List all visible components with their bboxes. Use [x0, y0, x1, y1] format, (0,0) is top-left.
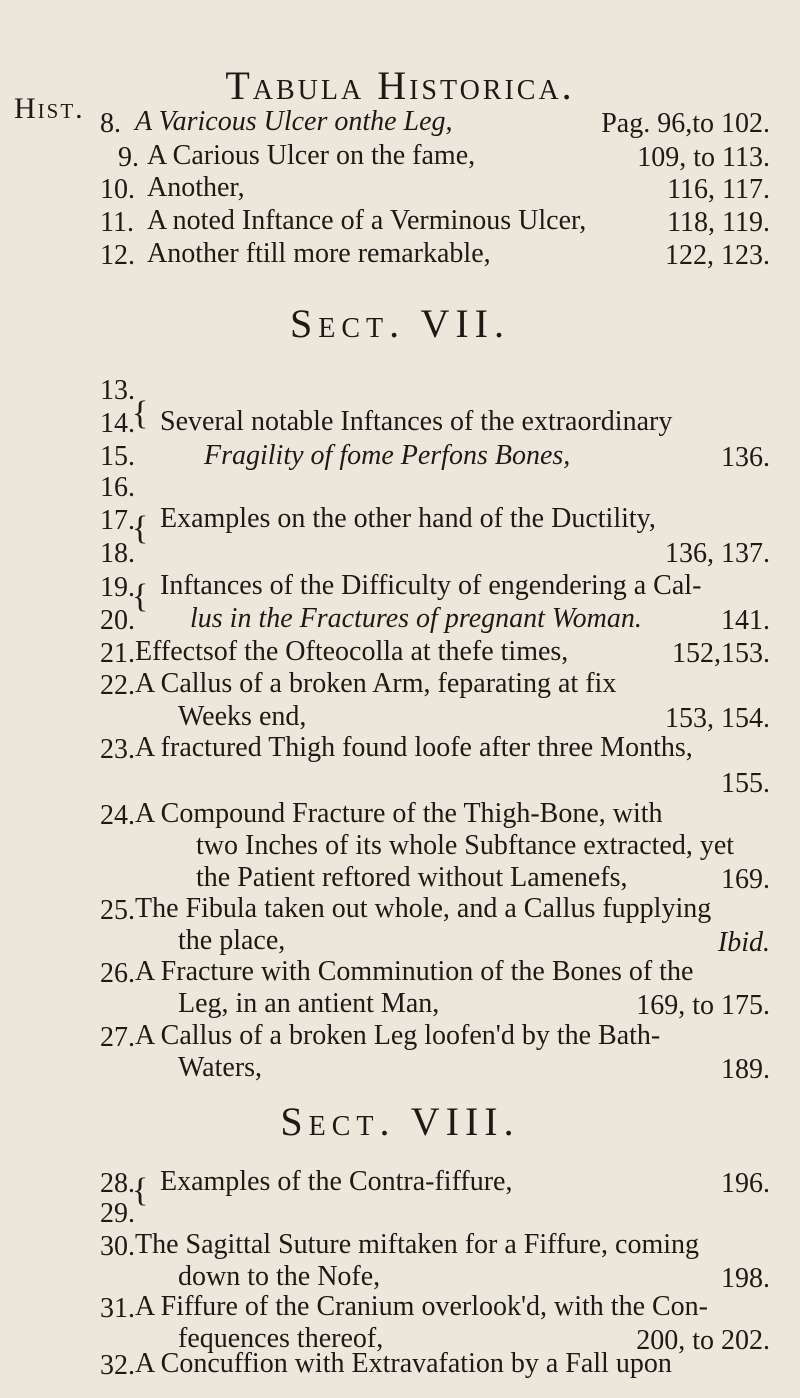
entry-page: 200, to 202.: [636, 1325, 770, 1356]
entry-page: 196.: [721, 1168, 770, 1199]
entry-number: 32.: [100, 1350, 135, 1381]
entry-page: 155.: [721, 768, 770, 799]
entry-text: The Fibula taken out whole, and a Callus fupplying: [135, 893, 712, 924]
entry-number: 15.: [100, 441, 135, 472]
entry-text: Effectsof the Ofteocolla at thefe times,: [135, 636, 569, 667]
entry-text: Several notable Inftances of the extraordinary: [160, 406, 673, 437]
entry-text: [190, 1366, 196, 1398]
entry-text: [178, 1366, 181, 1398]
entry-number: 29.: [100, 1198, 135, 1229]
entry-text: A Callus of a broken Arm, feparating at fix: [135, 668, 617, 699]
entry-text: Leg, in an antient Man,: [178, 988, 440, 1019]
entry-page: Ibid.: [717, 927, 770, 958]
entry-text: Another,: [147, 172, 245, 203]
entry-number: 24.: [100, 800, 135, 831]
entry-text: A fractured Thigh found loofe after three Months,: [135, 732, 693, 763]
entry-number: 17.: [100, 505, 135, 536]
entry-page: 116, 117.: [667, 174, 770, 205]
entry-page: Pag. 96,to 102.: [601, 108, 770, 139]
entry-text: Examples of the Contra-fiffure,: [160, 1166, 513, 1197]
entry-page: 109, to 113.: [637, 142, 770, 173]
brace-glyph: {: [132, 510, 149, 547]
entry-text: the place,: [178, 925, 286, 956]
entry-text: A Fiffure of the Cranium overlook'd, with the Con-: [135, 1291, 709, 1322]
entry-number: 25.: [100, 895, 135, 926]
entry-page: 118, 119.: [667, 207, 770, 238]
entry-text: Inftances of the Difficulty of engendering a Cal-: [160, 570, 702, 601]
brace-glyph: {: [132, 1172, 149, 1209]
entry-number: 10.: [100, 174, 135, 205]
entry-number: 11.: [100, 207, 134, 238]
entry-text: A Varicous Ulcer onthe Leg,: [135, 106, 453, 137]
entry-page: 153, 154.: [665, 703, 770, 734]
entry-number: 9.: [118, 142, 139, 173]
entry-page: 152,153.: [672, 638, 770, 669]
entry-text: A noted Inftance of a Verminous Ulcer,: [147, 205, 587, 236]
entry-number: 19.: [100, 572, 135, 603]
entry-text: A Fracture with Comminution of the Bones of the: [135, 956, 694, 987]
entry-page: 189.: [721, 1054, 770, 1085]
side-label: Hist.: [14, 92, 85, 125]
entry-text: The Sagittal Suture miftaken for a Fiffure, coming: [135, 1229, 700, 1260]
entry-number: [100, 1366, 101, 1367]
running-title: Tabula Historica.: [225, 63, 575, 108]
entry-text: Weeks end,: [178, 701, 307, 732]
entry-number: 20.: [100, 605, 135, 636]
entry-page: 141.: [721, 605, 770, 636]
entry-text: Fragility of fome Perfons Bones,: [204, 440, 571, 471]
entry-text: A Concuffion with Extravafation by a Fall upon: [135, 1348, 672, 1379]
entry-text: A Callus of a broken Leg loofen'd by the Bath-: [135, 1020, 661, 1051]
entry-number: 28.: [100, 1168, 135, 1199]
brace-glyph: {: [132, 578, 149, 615]
entry-number: 13.: [100, 375, 135, 406]
entry-number: 21.: [100, 638, 135, 669]
entry-number: 14.: [100, 408, 135, 439]
entry-page: 136, 137.: [665, 538, 770, 569]
section-heading: Sect. VIII.: [280, 1099, 520, 1144]
entry-number: 8.: [100, 108, 121, 139]
entry-page: 136.: [721, 442, 770, 473]
entry-text: down to the Nofe,: [178, 1261, 381, 1292]
entry-number: 16.: [100, 472, 135, 503]
entry-text: lus in the Fractures of pregnant Woman.: [190, 603, 642, 634]
entry-text: Examples on the other hand of the Ductility,: [160, 503, 656, 534]
entry-text: A Compound Fracture of the Thigh-Bone, with: [135, 798, 663, 829]
entry-page: 169, to 175.: [636, 990, 770, 1021]
entry-text: [160, 1366, 178, 1398]
entry-number: 26.: [100, 958, 135, 989]
entry-page: 198.: [721, 1263, 770, 1294]
entry-page: 122, 123.: [665, 240, 770, 271]
catchword: [767, 1366, 770, 1367]
entry-number: 30.: [100, 1231, 135, 1262]
entry-text: two Inches of its whole Subftance extracted, yet: [196, 830, 735, 861]
entry-number: 12.: [100, 240, 135, 271]
entry-number: 18.: [100, 538, 135, 569]
entry-number: 31.: [100, 1293, 135, 1324]
entry-number: 27.: [100, 1022, 135, 1053]
entry-text: Waters,: [178, 1052, 263, 1083]
entry-number: 22.: [100, 670, 135, 701]
entry-text: A Carious Ulcer on the fame,: [147, 140, 476, 171]
entry-text: the Patient reftored without Lamenefs,: [196, 862, 628, 893]
entry-page: 169.: [721, 864, 770, 895]
section-heading: Sect. VII.: [290, 301, 510, 346]
entry-text: Another ftill more remarkable,: [147, 238, 491, 269]
entry-text: fequences thereof,: [178, 1323, 384, 1354]
entry-number: 23.: [100, 734, 135, 765]
brace-glyph: {: [132, 395, 149, 432]
